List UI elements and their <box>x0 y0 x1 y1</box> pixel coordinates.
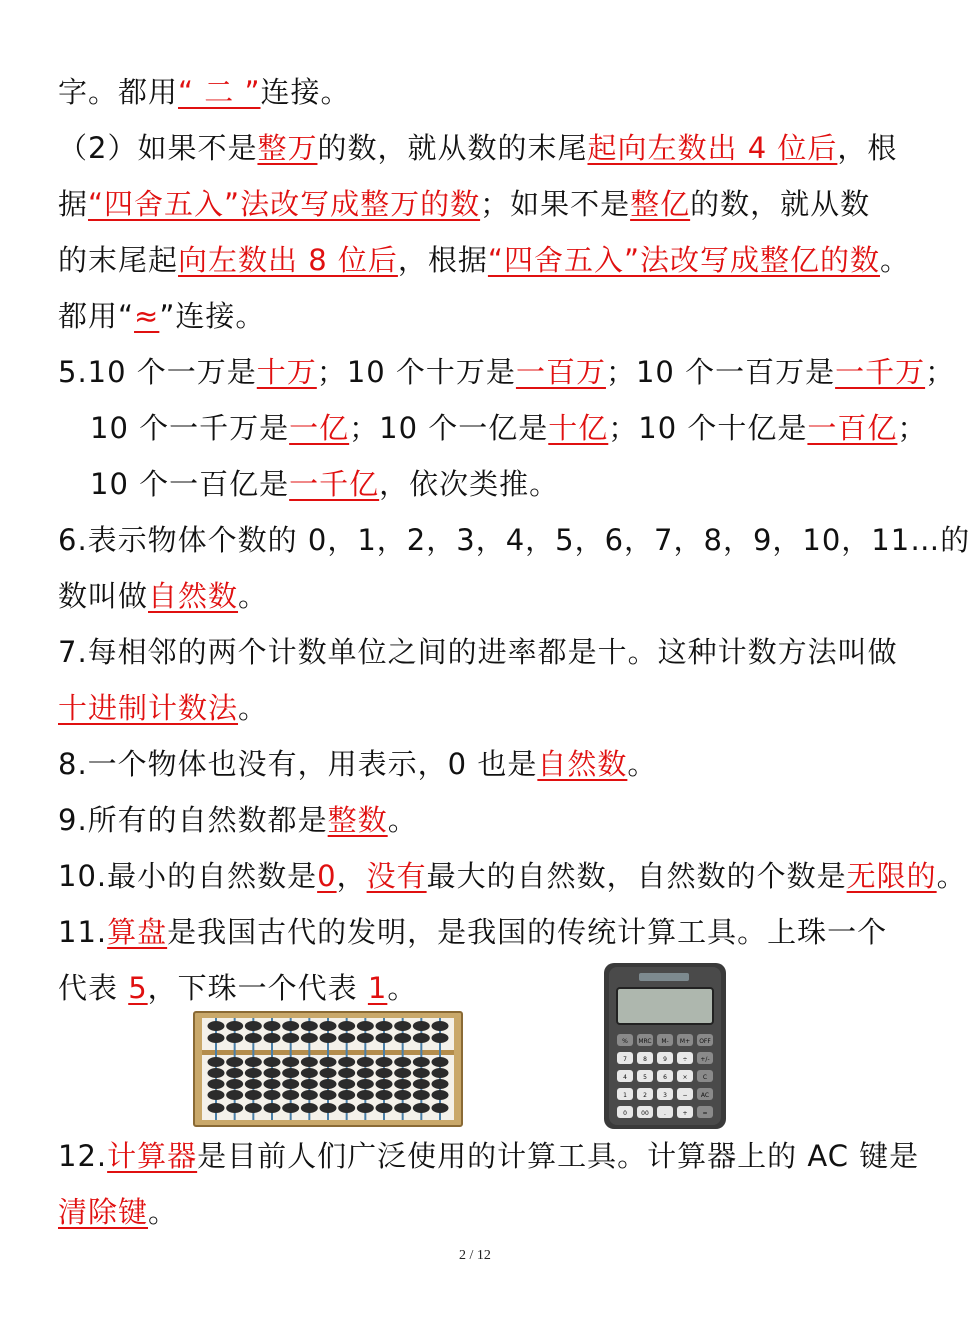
text-segment: 。 <box>238 579 269 613</box>
abacus-bead <box>245 1090 262 1100</box>
text-segment: 10.最小的自然数是 <box>58 859 318 893</box>
abacus-bead <box>394 1033 411 1043</box>
text-segment: 5.10 个一万是 <box>58 355 257 389</box>
calculator-key-label: C <box>702 1074 708 1081</box>
abacus-bead <box>226 1021 243 1031</box>
calculator-key <box>657 1088 673 1100</box>
text-segment: 。 <box>148 1195 179 1229</box>
calculator-key <box>617 1070 633 1082</box>
answer-blank: 无限的 <box>846 859 937 893</box>
abacus-bead <box>338 1021 355 1031</box>
calculator-key-label: . <box>664 1110 666 1117</box>
abacus-bead <box>264 1068 281 1078</box>
calculator-key-label: 8 <box>643 1056 647 1063</box>
calculator-key-label: 1 <box>623 1092 627 1099</box>
abacus-bead <box>413 1033 430 1043</box>
text-segment: 连接。 <box>260 75 351 109</box>
page-number: 2 / 12 <box>459 1248 491 1263</box>
abacus-bead <box>208 1090 225 1100</box>
abacus-bead <box>394 1021 411 1031</box>
abacus-bead <box>376 1090 393 1100</box>
text-segment: ， <box>336 859 367 893</box>
calculator-key <box>677 1106 693 1118</box>
text-segment: ；10 个十万是 <box>316 355 516 389</box>
calculator-key <box>657 1034 673 1046</box>
text-segment: 。 <box>387 803 418 837</box>
text-segment: ”连接。 <box>159 299 266 333</box>
text-segment: ；10 个一百万是 <box>605 355 836 389</box>
calculator-key-label: 5 <box>643 1074 647 1081</box>
answer-blank: 一千亿 <box>289 467 380 501</box>
abacus-bead <box>264 1021 281 1031</box>
answer-blank: 自然数 <box>537 747 628 781</box>
answer-blank: 一百万 <box>515 355 606 389</box>
abacus-bead <box>264 1033 281 1043</box>
abacus-bead <box>357 1079 374 1089</box>
calculator-key <box>657 1070 673 1082</box>
text-segment: 的末尾起 <box>58 243 179 277</box>
abacus-drawing <box>192 1010 464 1128</box>
text-segment: ；10 个十亿是 <box>608 411 808 445</box>
abacus-bead <box>357 1057 374 1067</box>
abacus-bead <box>245 1057 262 1067</box>
abacus-bead <box>376 1021 393 1031</box>
calculator-key <box>697 1034 713 1046</box>
calculator-display <box>617 988 713 1024</box>
text-segment: ，根据 <box>397 243 488 277</box>
calculator-key <box>617 1052 633 1064</box>
text-segment: 。 <box>936 859 967 893</box>
abacus-bead <box>320 1021 337 1031</box>
text-segment: 。 <box>627 747 658 781</box>
abacus-bead <box>208 1021 225 1031</box>
text-line <box>58 800 418 840</box>
text-segment: ，下珠一个代表 <box>147 971 368 1005</box>
abacus-bead <box>245 1068 262 1078</box>
calculator-key <box>617 1088 633 1100</box>
text-segment: 的数，就从数的末尾 <box>317 131 588 165</box>
answer-blank: 一千万 <box>835 355 926 389</box>
abacus-bead <box>320 1103 337 1113</box>
text-segment: ，根 <box>837 131 898 165</box>
text-segment: ；10 个一亿是 <box>349 411 549 445</box>
text-segment: ； <box>897 411 928 445</box>
answer-blank: 十亿 <box>548 411 609 445</box>
abacus-bead <box>226 1068 243 1078</box>
abacus-bead <box>301 1103 318 1113</box>
answer-blank: 整万 <box>257 131 318 165</box>
abacus-bead <box>208 1079 225 1089</box>
abacus-bead <box>394 1068 411 1078</box>
calculator-key-label: M+ <box>679 1038 691 1045</box>
text-segment: 都用“ <box>58 299 135 333</box>
answer-blank: 向左数出 8 位后 <box>178 243 398 277</box>
text-segment: 字。都用 <box>58 75 179 109</box>
abacus-bead <box>338 1068 355 1078</box>
abacus-bead <box>282 1090 299 1100</box>
answer-blank: 没有 <box>366 859 427 893</box>
text-segment: 10 个一百亿是 <box>90 467 290 501</box>
abacus-bead <box>376 1103 393 1113</box>
calculator-key-label: 6 <box>663 1074 667 1081</box>
calculator-key-label: M- <box>661 1038 669 1045</box>
abacus-bead <box>432 1057 449 1067</box>
abacus-bead <box>432 1033 449 1043</box>
abacus-bead <box>338 1079 355 1089</box>
calculator-key <box>637 1070 653 1082</box>
calculator-key-label: × <box>682 1074 688 1081</box>
abacus-bead <box>376 1033 393 1043</box>
text-line <box>58 1136 919 1176</box>
calculator-key <box>617 1106 633 1118</box>
abacus-bead <box>264 1079 281 1089</box>
text-line <box>58 912 887 952</box>
calculator-key-label: 00 <box>641 1110 649 1117</box>
text-segment: 12. <box>58 1139 108 1173</box>
answer-blank: 5 <box>128 971 148 1005</box>
text-line <box>58 856 967 896</box>
calculator-key <box>637 1034 653 1046</box>
text-segment: 的数，就从数 <box>690 187 871 221</box>
calculator-key-label: = <box>702 1110 708 1117</box>
answer-blank: 一百亿 <box>807 411 898 445</box>
abacus-bead <box>376 1068 393 1078</box>
abacus-bead <box>394 1057 411 1067</box>
text-line <box>58 968 417 1008</box>
calculator-key <box>657 1052 673 1064</box>
text-segment: 。 <box>879 243 910 277</box>
calculator-key-label: OFF <box>699 1038 711 1045</box>
calculator-key-label: − <box>682 1092 688 1099</box>
abacus-bead <box>282 1103 299 1113</box>
abacus-bead <box>226 1057 243 1067</box>
answer-blank: 十万 <box>256 355 317 389</box>
calculator-key <box>677 1088 693 1100</box>
calculator-key-label: 0 <box>623 1110 627 1117</box>
answer-blank: 清除键 <box>58 1195 149 1229</box>
text-segment: 据 <box>58 187 89 221</box>
text-line <box>58 128 897 168</box>
text-line <box>58 688 268 728</box>
text-line <box>58 184 870 224</box>
answer-blank: ≈ <box>134 299 160 333</box>
abacus-bead <box>226 1103 243 1113</box>
abacus-bead <box>432 1079 449 1089</box>
abacus-bead <box>301 1057 318 1067</box>
abacus-bead <box>208 1033 225 1043</box>
answer-blank: 计算器 <box>107 1139 198 1173</box>
text-line <box>58 744 657 784</box>
abacus-bead <box>226 1079 243 1089</box>
answer-blank: “四舍五入”法改写成整万的数 <box>88 187 481 221</box>
text-segment: 最大的自然数，自然数的个数是 <box>426 859 847 893</box>
abacus-bead <box>282 1057 299 1067</box>
text-segment: 是目前人们广泛使用的计算工具。计算器上的 AC 键是 <box>197 1139 920 1173</box>
text-line <box>58 352 955 392</box>
abacus-bead <box>432 1090 449 1100</box>
calculator-key <box>697 1052 713 1064</box>
text-segment: 7.每相邻的两个计数单位之间的进率都是十。这种计数方法叫做 <box>58 635 898 669</box>
abacus-bead <box>413 1057 430 1067</box>
abacus-bead <box>208 1103 225 1113</box>
abacus-bead <box>432 1068 449 1078</box>
text-segment: 10 个一千万是 <box>90 411 290 445</box>
answer-blank: 算盘 <box>107 915 168 949</box>
abacus-bead <box>376 1079 393 1089</box>
text-segment: ，依次类推。 <box>379 467 560 501</box>
calculator-key <box>697 1106 713 1118</box>
abacus-bead <box>320 1033 337 1043</box>
abacus-bead <box>245 1103 262 1113</box>
abacus-bead <box>320 1068 337 1078</box>
text-segment: 代表 <box>58 971 129 1005</box>
abacus-bead <box>282 1033 299 1043</box>
abacus-bead <box>338 1103 355 1113</box>
abacus-bead <box>301 1079 318 1089</box>
abacus-bead <box>357 1090 374 1100</box>
answer-blank: 起向左数出 4 位后 <box>587 131 838 165</box>
calculator-key-label: AC <box>700 1092 710 1099</box>
calculator-key <box>637 1106 653 1118</box>
answer-blank: 0 <box>317 859 337 893</box>
abacus-bead <box>208 1057 225 1067</box>
abacus-bead <box>282 1079 299 1089</box>
calculator-key-label: 7 <box>623 1056 627 1063</box>
calculator-key-label: 2 <box>643 1092 647 1099</box>
answer-blank: 整数 <box>327 803 388 837</box>
calculator-key <box>617 1034 633 1046</box>
abacus-bead <box>432 1021 449 1031</box>
calculator-drawing <box>603 962 727 1130</box>
abacus-bead <box>301 1021 318 1031</box>
calculator-key-label: % <box>622 1038 628 1045</box>
abacus-bead <box>357 1033 374 1043</box>
text-line <box>58 1192 178 1232</box>
abacus-bead <box>301 1033 318 1043</box>
abacus-bead <box>320 1057 337 1067</box>
abacus-bead <box>413 1103 430 1113</box>
text-line <box>90 464 559 504</box>
text-segment: 是我国古代的发明，是我国的传统计算工具。上珠一个 <box>167 915 888 949</box>
answer-blank: 整亿 <box>630 187 691 221</box>
calculator-key <box>637 1052 653 1064</box>
text-segment: 6.表示物体个数的 0，1，2，3，4，5，6，7，8，9，10，11…的 <box>58 523 970 557</box>
calculator-key-label: MRC <box>638 1038 652 1045</box>
abacus-bead <box>282 1021 299 1031</box>
calculator-key-label: 3 <box>663 1092 667 1099</box>
answer-blank: 自然数 <box>148 579 239 613</box>
calculator-key <box>697 1070 713 1082</box>
abacus-image <box>192 1010 464 1128</box>
answer-blank: “ 二 ” <box>178 75 261 109</box>
abacus-bead <box>301 1090 318 1100</box>
text-line <box>58 520 970 560</box>
answer-blank: 一亿 <box>289 411 350 445</box>
abacus-bead <box>357 1021 374 1031</box>
answer-blank: 十进制计数法 <box>58 691 239 725</box>
abacus-bead <box>413 1021 430 1031</box>
abacus-bead <box>245 1033 262 1043</box>
calculator-key <box>677 1034 693 1046</box>
abacus-bead <box>338 1090 355 1100</box>
abacus-bead <box>394 1079 411 1089</box>
abacus-bead <box>301 1068 318 1078</box>
abacus-bead <box>282 1068 299 1078</box>
text-segment: 11. <box>58 915 108 949</box>
abacus-bead <box>320 1090 337 1100</box>
text-segment: ； <box>925 355 956 389</box>
calculator-image <box>603 962 727 1130</box>
solar-panel <box>639 973 689 981</box>
calculator-key-label: +/- <box>700 1056 710 1063</box>
abacus-bead <box>376 1057 393 1067</box>
text-segment: 。 <box>387 971 418 1005</box>
text-line <box>58 576 268 616</box>
calculator-key <box>697 1088 713 1100</box>
text-segment: 9.所有的自然数都是 <box>58 803 328 837</box>
text-line <box>58 240 910 280</box>
abacus-bead <box>394 1103 411 1113</box>
abacus-bead <box>264 1090 281 1100</box>
abacus-bead <box>413 1068 430 1078</box>
text-line <box>58 72 351 112</box>
abacus-bead <box>245 1021 262 1031</box>
text-line <box>58 296 265 336</box>
abacus-bead <box>338 1033 355 1043</box>
calculator-key-label: ÷ <box>682 1056 688 1063</box>
abacus-bead <box>413 1079 430 1089</box>
abacus-bead <box>320 1079 337 1089</box>
abacus-bead <box>226 1033 243 1043</box>
answer-blank: “四舍五入”法改写成整亿的数 <box>487 243 880 277</box>
text-segment: ；如果不是 <box>480 187 631 221</box>
abacus-bead <box>264 1103 281 1113</box>
text-segment: 。 <box>238 691 269 725</box>
calculator-key <box>637 1088 653 1100</box>
abacus-bead <box>338 1057 355 1067</box>
calculator-key <box>657 1106 673 1118</box>
abacus-bead <box>226 1090 243 1100</box>
text-segment: （2）如果不是 <box>58 131 258 165</box>
calculator-key-label: + <box>682 1110 688 1117</box>
abacus-bead <box>264 1057 281 1067</box>
calculator-key-label: 9 <box>663 1056 667 1063</box>
calculator-key <box>677 1070 693 1082</box>
abacus-bead <box>413 1090 430 1100</box>
calculator-key-label: 4 <box>623 1074 627 1081</box>
answer-blank: 1 <box>367 971 388 1005</box>
text-segment: 数叫做 <box>58 579 149 613</box>
abacus-bead <box>245 1079 262 1089</box>
text-line <box>90 408 927 448</box>
abacus-bead <box>357 1103 374 1113</box>
abacus-bead <box>357 1068 374 1078</box>
abacus-bead <box>432 1103 449 1113</box>
abacus-bead <box>208 1068 225 1078</box>
text-line <box>58 632 898 672</box>
calculator-key <box>677 1052 693 1064</box>
text-segment: 8.一个物体也没有，用表示，0 也是 <box>58 747 538 781</box>
abacus-bead <box>394 1090 411 1100</box>
